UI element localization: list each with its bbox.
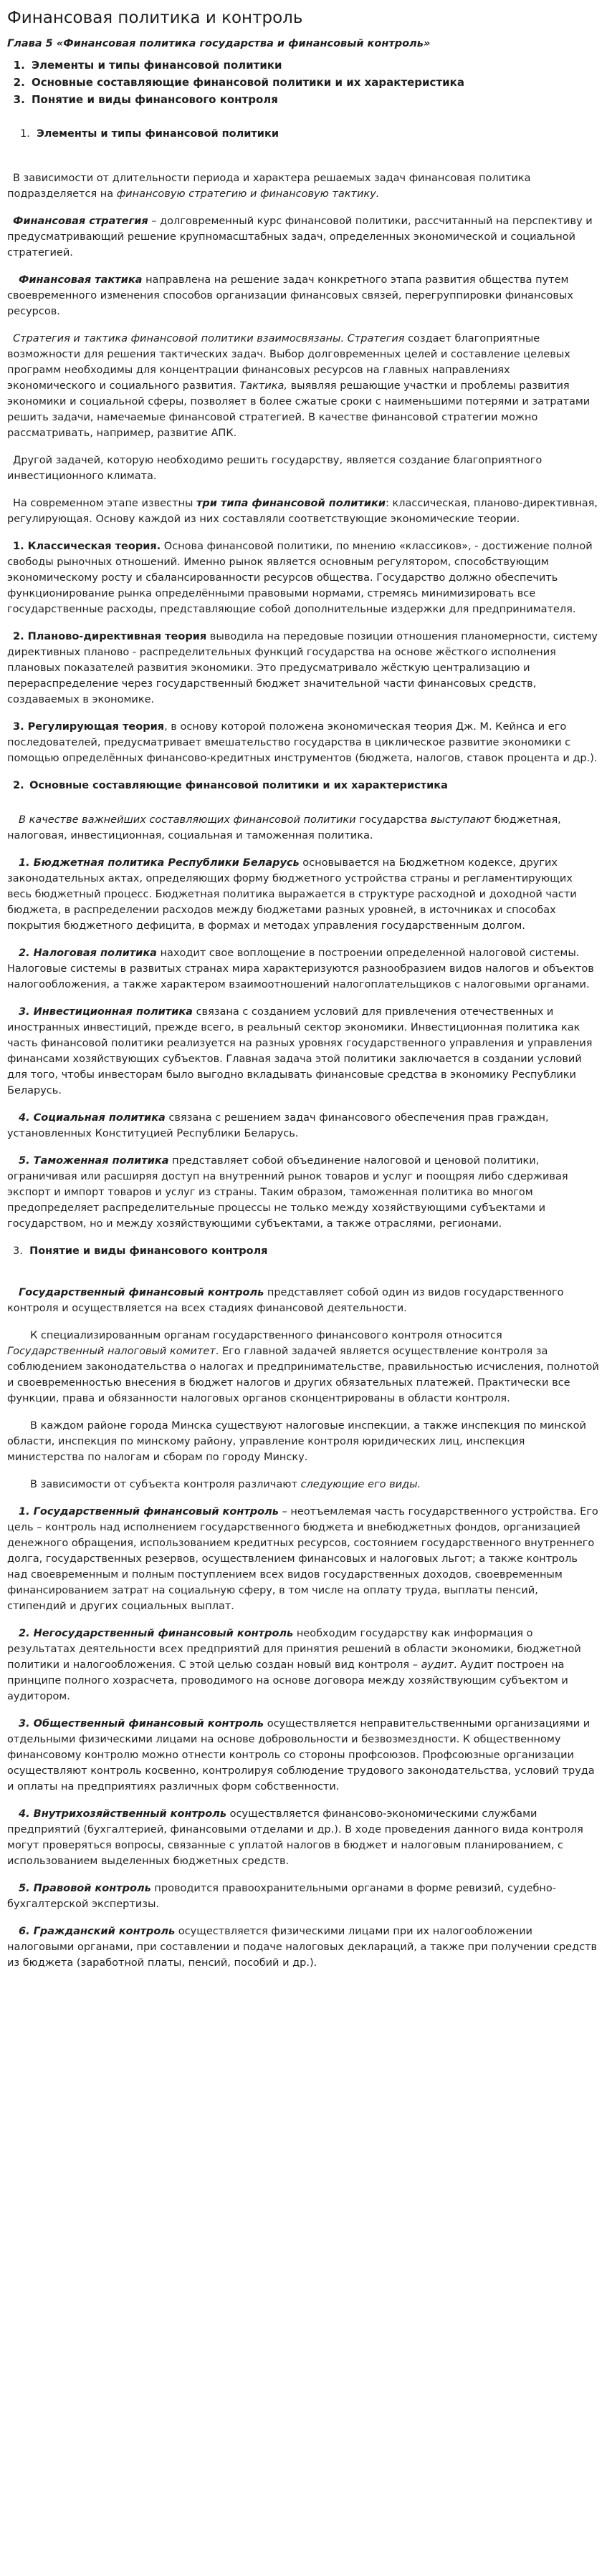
paragraph bbox=[7, 170, 600, 202]
paragraph: Другой задачей, которую необходимо решить государству, является создание благоприятного инвестиционного климата. bbox=[7, 455, 543, 482]
term: три типа финансовой политики bbox=[196, 498, 386, 509]
paragraph-italic-text: финансовую стратегию и финансовую тактику. bbox=[116, 188, 380, 200]
paragraph-text: : классическая, планово-директивная, регулирующая. Основу каждой из них составляли соответствующие экономические теории. bbox=[7, 498, 598, 525]
paragraph-italic-text: Государственный налоговый комитет bbox=[7, 1346, 216, 1357]
paragraph bbox=[7, 272, 600, 319]
paragraph-text: осуществляется финансово-экономическими службами предприятий (бухгалтерией, финансовыми отделами и др.). В ходе проведения данного вида контроля могут проверяться вопросы, связанные с уплатой налогов в бюджет и налоговым планированием, с использованием выделенных бюджетных средств. bbox=[7, 1808, 583, 1867]
paragraph bbox=[7, 1806, 600, 1869]
paragraph bbox=[7, 213, 600, 261]
paragraph bbox=[7, 1004, 600, 1099]
toc-item: 2. Основные составляющие финансовой политики и их характеристика bbox=[29, 74, 600, 90]
paragraph bbox=[7, 812, 600, 844]
term: Государственный финансовый контроль bbox=[19, 1287, 264, 1298]
toc-item: 1. Элементы и типы финансовой политики bbox=[29, 57, 600, 73]
paragraph-text: выводила на передовые позиции отношения планомерности, систему директивных планово - распределительных функций государства на основе жёсткого исполнения плановых показателей развития экономики. Это предусматривало жёсткую централизацию и перераспределение через государственный бюджет значительной части финансовых средств, создаваемых в экономике. bbox=[7, 631, 598, 705]
paragraph bbox=[7, 1153, 600, 1232]
term: 2. Негосударственный финансовый контроль bbox=[19, 1628, 294, 1639]
section-number: 2. bbox=[13, 780, 24, 791]
term: 2. Планово-директивная теория bbox=[13, 631, 207, 642]
paragraph bbox=[7, 629, 600, 708]
paragraph-text: находит свое воплощение в построении определенной налоговой системы. Налоговые системы в развитых странах мира характеризуются разнообразием видов налогов и объектов налогообложения, а также характером взаимоотношений налогоплательщиков с налоговыми органами. bbox=[7, 947, 594, 990]
section-3-heading bbox=[7, 1243, 600, 1259]
paragraph-text: связана с решением задач финансового обеспечения прав граждан, установленных Конституцией Республики Беларусь. bbox=[7, 1112, 549, 1139]
paragraph-text: . Аудит построен на принципе полного хозрасчета, проводимого на основе договора между хозяйствующим субъектом и аудитором. bbox=[7, 1659, 568, 1702]
chapter-heading: Глава 5 «Финансовая политика государства и финансовый контроль» bbox=[7, 38, 431, 49]
term: 2. Налоговая политика bbox=[19, 947, 157, 959]
term: 3. Общественный финансовый контроль bbox=[19, 1718, 264, 1730]
paragraph-text: необходим государству как информация о результатах деятельности всех предприятий для принятия решений в области экономики, бюджетной политики и налогообложения. С этой целью создан новый вид контроля – bbox=[7, 1628, 581, 1671]
paragraph bbox=[7, 1477, 600, 1492]
paragraph-text: . Его главной задачей является осуществление контроля за соблюдением законодательства о налогах и предпринимательстве, правильностью исчисления, полнотой и своевременностью внесения в бюджет налогов и других обязательных платежей. Практически все функции, права и обязанности налоговых органов сконцентрированы в области контроля. bbox=[7, 1346, 599, 1404]
section-1-heading bbox=[7, 126, 600, 142]
paragraph-text: основывается на Бюджетном кодексе, других законодательных актах, определяющих форму бюджетного устройства страны и регламентирующих весь бюджетный процесс. Бюджетная политика выражается в структуре расходной и доходной части бюджета, в распределении расходов между бюджетами разных уровней, в источниках и способах покрытия бюджетного дефицита, в формах и методах управления государственным долгом. bbox=[7, 857, 577, 932]
paragraph-italic-text: следующие его виды. bbox=[300, 1479, 421, 1490]
paragraph-text: связана с созданием условий для привлечения отечественных и иностранных инвестиций, прежде всего, в реальный сектор экономики. Инвестиционная политика как часть финансовой политики реализуется на разных уровнях государственного управления и управления финансами хозяйствующих субъектов. Главная задача этой политики заключается в создании условий для того, чтобы инвесторам было выгодно вкладывать финансовые средства в экономику Республики Беларусь. bbox=[7, 1006, 593, 1096]
paragraph-text: проводится правоохранительными органами в форме ревизий, судебно-бухгалтерской экспертизы. bbox=[7, 1883, 556, 1910]
term: 1. Бюджетная политика Республики Беларусь bbox=[19, 857, 300, 869]
section-title: Понятие и виды финансового контроля bbox=[29, 1245, 268, 1257]
paragraph bbox=[7, 1924, 600, 1971]
paragraph-text: представляет собой объединение налоговой и ценовой политики, ограничивая или расширяя доступ на внутренний рынок товаров и услуг и поощряя либо сдерживая экспорт и импорт товаров и услуг из страны. Таким образом, таможенная политика во многом предопределяет распределительные процессы не только между хозяйствующими субъектами и государством, но и между хозяйствующими субъектами, а также отраслями, регионами. bbox=[7, 1155, 568, 1230]
section-number: 3. bbox=[13, 1245, 23, 1257]
term: Финансовая стратегия bbox=[13, 216, 148, 227]
paragraph bbox=[7, 331, 600, 441]
paragraph-text: государства bbox=[355, 814, 431, 826]
paragraph-text: создает благоприятные возможности для решения тактических задач. Выбор долговременных целей и составление целевых программ необходимы для концентрации финансовых ресурсов на главных направлениях экономического и социального развития. bbox=[7, 333, 570, 392]
paragraph bbox=[7, 496, 600, 527]
term: 4. Внутрихозяйственный контроль bbox=[19, 1808, 227, 1820]
paragraph-text: В зависимости от длительности периода и характера решаемых задач финансовая политика подразделяется на bbox=[7, 173, 531, 200]
paragraph-text: – долговременный курс финансовой политики, рассчитанный на перспективу и предусматривающий решение крупномасштабных задач, определенных экономической и социальной стратегией. bbox=[7, 216, 593, 259]
paragraph: В каждом районе города Минска существуют налоговые инспекции, а также инспекция по минской области, инспекция по минскому району, управление контроля юридических лиц, инспекция министерства по налогам и сборам по городу Минску. bbox=[7, 1420, 586, 1463]
paragraph-text: выявляя решающие участки и проблемы развития экономики и социальной сферы, позволяет в более сжатые сроки с наименьшими потерями и затратами решить задачи, намечаемые финансовой стратегией. В качестве финансовой стратегии можно рассматривать, например, развитие АПК. bbox=[7, 380, 591, 439]
toc-item: 3. Понятие и виды финансового контроля bbox=[29, 92, 600, 107]
paragraph bbox=[7, 945, 600, 993]
paragraph-italic-text: выступают bbox=[430, 814, 491, 826]
document-title: Финансовая политика и контроль bbox=[7, 9, 303, 27]
paragraph bbox=[7, 1328, 600, 1407]
paragraph-text: , в основу которой положена экономическая теория Дж. М. Кейнса и его последователей, предусматривает вмешательство государства в циклическое развитие экономики с помощью определённых финансово-кредитных инструментов (бюджета, налогов, ставок процента и др.). bbox=[7, 721, 598, 764]
section-number: 1. bbox=[20, 128, 30, 140]
paragraph-text: осуществляется физическими лицами при их налогообложении налоговыми органами, при составлении и подаче налоговых деклараций, а также при получении средств из бюджета (заработной платы, пенсий, пособий и др.). bbox=[7, 1926, 598, 1969]
paragraph bbox=[7, 1285, 600, 1316]
paragraph-text: осуществляется неправительственными организациями и отдельными физическими лицами на основе добровольности и безвозмездности. К общественному финансовому контролю можно отнести контроль со стороны профсоюзов. Профсоюзные организации осуществляют контроль косвенно, контролируя соблюдение трудового законодательства, условий труда и оплаты на предприятиях различных форм собственности. bbox=[7, 1718, 595, 1793]
term: Финансовая тактика bbox=[19, 274, 143, 286]
paragraph-text: – неотъемлемая часть государственного устройства. Его цель – контроль над исполнением государственного бюджета и внебюджетных фондов, организацией денежного обращения, использованием кредитных ресурсов, состоянием государственного внутреннего долга, государственных резервов, осуществлением финансовых и налоговых льгот; а также контроль над своевременным и полным поступлением всех видов государственных доходов, своевременным финансированием затрат на социальную сферу, в том числе на оплату труда, выплаты пенсий, стипендий и других социальных выплат. bbox=[7, 1506, 598, 1612]
term: 1. Классическая теория. bbox=[13, 541, 161, 552]
term: 3. Инвестиционная политика bbox=[19, 1006, 193, 1018]
paragraph bbox=[7, 719, 600, 766]
paragraph-italic-text: Тактика, bbox=[239, 380, 288, 392]
paragraph-text: представляет собой один из видов государственного контроля и осуществляется на всех стадиях финансовой деятельности. bbox=[7, 1287, 564, 1314]
paragraph-text: бюджетная, налоговая, инвестиционная, социальная и таможенная политика. bbox=[7, 814, 561, 841]
paragraph bbox=[7, 1881, 600, 1912]
term: 4. Социальная политика bbox=[19, 1112, 166, 1124]
term: 1. Государственный финансовый контроль bbox=[19, 1506, 279, 1518]
paragraph-italic-text: аудит bbox=[421, 1659, 454, 1671]
term: 6. Гражданский контроль bbox=[19, 1926, 176, 1937]
paragraph-italic-text: Стратегия и тактика финансовой политики взаимосвязаны. Стратегия bbox=[13, 333, 405, 344]
paragraph bbox=[7, 1626, 600, 1704]
term: 5. Правовой контроль bbox=[19, 1883, 151, 1894]
paragraph bbox=[7, 855, 600, 934]
paragraph bbox=[7, 1716, 600, 1795]
term: 5. Таможенная политика bbox=[19, 1155, 169, 1167]
table-of-contents bbox=[7, 57, 600, 107]
paragraph bbox=[7, 539, 600, 617]
paragraph-text: Основа финансовой политики, по мнению «классиков», - достижение полной свободы рыночных отношений. Именно рынок является основным регулятором, способствующим экономическому росту и сбалансированности ресурсов общества. Государство должно обеспечить функционирование рынка определёнными правовыми нормами, стремясь минимизировать все государственные расходы, представляющие собой дополнительные издержки для предпринимателя. bbox=[7, 541, 593, 615]
paragraph-text: На современном этапе известны bbox=[13, 498, 197, 509]
paragraph bbox=[7, 1110, 600, 1142]
paragraph-text: К специализированным органам государственного финансового контроля относится bbox=[30, 1330, 502, 1341]
term: 3. Регулирующая теория bbox=[13, 721, 165, 733]
paragraph-italic-text: В качестве важнейших составляющих финансовой политики bbox=[19, 814, 356, 826]
section-title: Элементы и типы финансовой политики bbox=[37, 128, 279, 140]
paragraph-text: В зависимости от субъекта контроля различают bbox=[30, 1479, 301, 1490]
section-2-heading bbox=[7, 778, 600, 793]
section-title: Основные составляющие финансовой политики и их характеристика bbox=[29, 780, 448, 791]
paragraph-text: направлена на решение задач конкретного этапа развития общества путем своевременного изменения способов организации финансовых связей, перегруппировки финансовых ресурсов. bbox=[7, 274, 573, 317]
paragraph bbox=[7, 1504, 600, 1614]
